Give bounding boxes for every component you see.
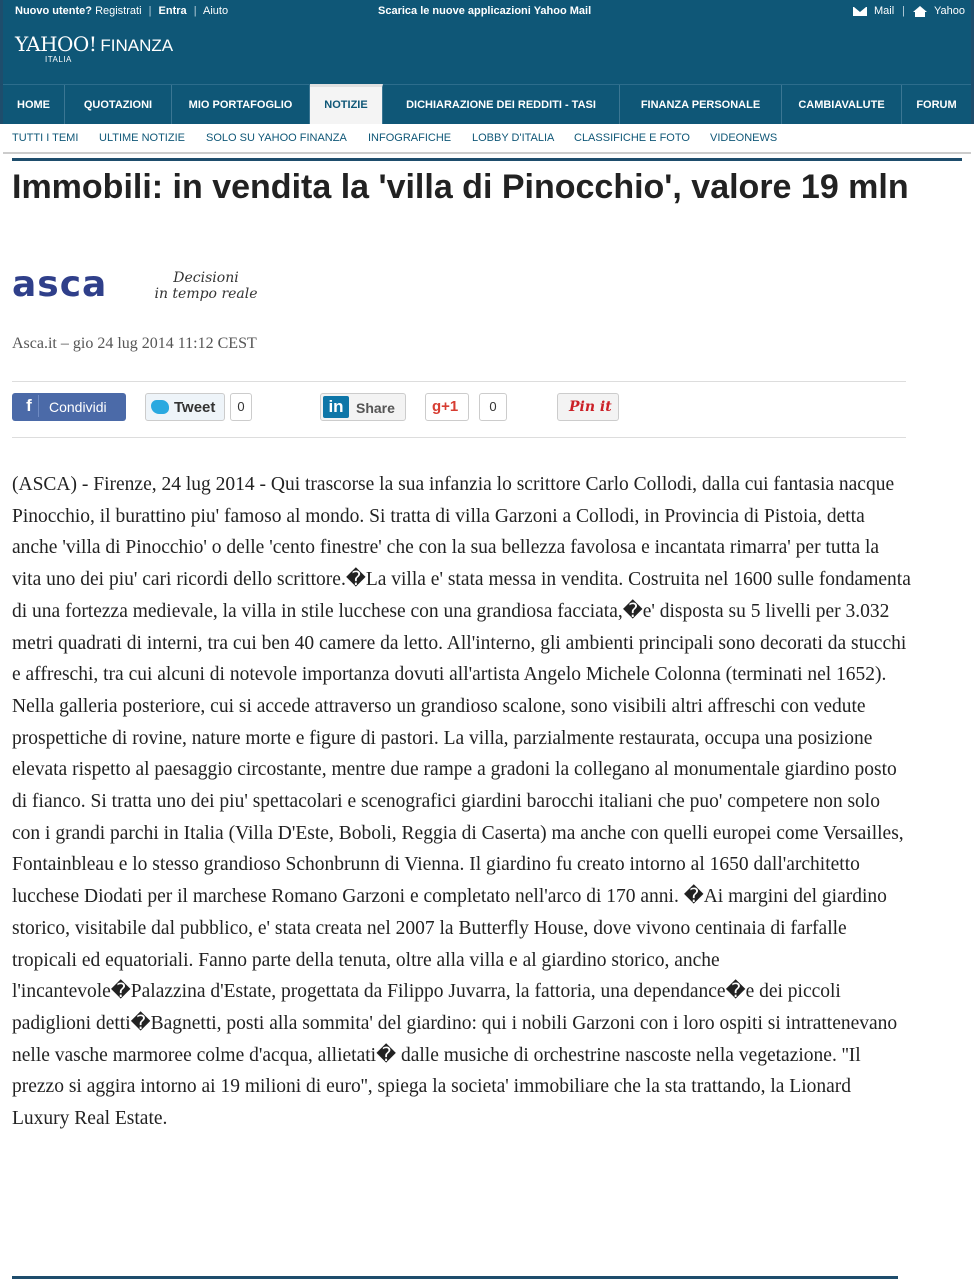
facebook-icon: f <box>20 395 39 417</box>
register-link[interactable]: Registrati <box>95 5 142 17</box>
help-link[interactable]: Aiuto <box>203 5 229 17</box>
nav-quotazioni[interactable]: QUOTAZIONI <box>65 85 172 124</box>
tweet-button[interactable] <box>145 393 225 421</box>
mail-link[interactable]: Mail <box>873 5 895 17</box>
mail-icon <box>853 7 867 16</box>
yahoo-finanza-logo[interactable] <box>15 32 174 64</box>
subnav-tutti-i-temi[interactable]: TUTTI I TEMI <box>12 132 79 144</box>
linkedin-icon: in <box>323 396 349 418</box>
asca-tagline-line-2: in tempo reale <box>154 286 258 302</box>
article-title: Immobili: in vendita la 'villa di Pinocchio', valore 19 mln <box>12 168 909 206</box>
top-bar <box>3 0 971 26</box>
subnav-videonews[interactable]: VIDEONEWS <box>710 132 778 144</box>
pinterest-label: Pin it <box>569 399 612 415</box>
nav-dichiarazione-redditi[interactable]: DICHIARAZIONE DEI REDDITI - TASI <box>383 85 620 124</box>
divider <box>12 381 906 382</box>
twitter-bird-icon <box>151 400 169 414</box>
new-user-label: Nuovo utente? <box>15 5 92 17</box>
site-header <box>0 0 974 124</box>
main-nav <box>3 84 971 125</box>
subnav-ultime-notizie[interactable]: ULTIME NOTIZIE <box>99 132 185 144</box>
logo-yahoo: YAHOO! <box>15 32 97 56</box>
divider <box>12 1276 898 1279</box>
utility-links <box>853 5 965 17</box>
asca-wordmark: asca <box>12 264 108 305</box>
separator: | <box>193 5 197 17</box>
subnav-classifiche-foto[interactable]: CLASSIFICHE E FOTO <box>574 132 690 144</box>
linkedin-share-label: Share <box>356 400 395 416</box>
nav-cambiavalute[interactable]: CAMBIAVALUTE <box>782 85 902 124</box>
nav-notizie[interactable]: NOTIZIE <box>310 84 383 124</box>
gplus-label: g+1 <box>432 398 459 415</box>
gplus-count: 0 <box>479 393 507 421</box>
asca-tagline <box>136 270 276 302</box>
divider <box>12 158 962 161</box>
facebook-share-button[interactable] <box>12 393 126 421</box>
logo-italia: ITALIA <box>45 55 72 64</box>
article-body: (ASCA) - Firenze, 24 lug 2014 - Qui trascorse la sua infanzia lo scrittore Carlo Collodi, dalla cui fantasia nacque Pinocchio, il burattino piu' famoso al mondo. Si tratta di villa Garzoni a Collodi, in Provincia di Pistoia, detta anche 'villa di Pinocchio' o delle 'cento finestre' che con la sua bellezza favolosa e incantata rimarra' per tutta la vita uno dei piu' cari ricordi dello scrittore.�La villa e' stata messa in vendita. Costruita nel 1600 sulle fondamenta di una fortezza medievale, la villa in stile lucchese con una grandiosa facciata,�e' disposta su 5 livelli per 3.032 metri quadrati di interni, tra cui ben 40 camere da letto. All'interno, gli ambienti principali sono decorati da stucchi e affreschi, tra cui alcuni di notevole importanza dovuti all'artista Angelo Michele Colonna (terminati nel 1652). Nella galleria posteriore, cui si accede attraverso un grandioso scalone, sono visibili altri affreschi con vedute prospettiche di rovine, nature morte e figure di pastori. La villa, parzialmente restaurata, occupa una posizione elevata rispetto al paesaggio circostante, mentre due rampe a gradoni la collegano al monumentale giardino posto di fianco. Si tratta uno dei piu' spettacolari e scenografici giardini barocchi italiani che puo' competere non solo con i grandi parchi in Italia (Villa D'Este, Boboli, Reggia di Caserta) ma anche con quelli europei come Versailles, Fontainbleau e lo stesso grandioso Schonbrunn di Vienna. Il giardino fu creato intorno al 1650 dall'architetto lucchese Diodati per il marchese Romano Garzoni e completato nell'arco di 170 anni. �Ai margini del giardino storico, visitabile dal pubblico, e' stata creata nel 2007 la Butterfly House, dove vivono centinaia di farfalle tropicali ed equatoriali. Fanno parte della tenuta, oltre alla villa e al giardino storico, anche l'incantevole�Palazzina d'Estate, progettata da Filippo Juvarra, la fattoria, una dependance�e dei piccoli padiglioni detti�Bagnetti, posti alla sommita' del giardino: qui i nobili Garzoni con i loro ospiti si intrattenevano nelle vasche marmoree colme d'acqua, allietati� dalle musiche di orchestrine nascoste nella vegetazione. ''Il prezzo si aggira intorno ai 19 milioni di euro'', spiega la societa' immobiliare che la sta trattando, la Lionard Luxury Real Estate. <box>12 474 911 1130</box>
logo-finanza: FINANZA <box>100 36 174 55</box>
separator: | <box>148 5 152 17</box>
account-links <box>15 5 228 17</box>
nav-forum[interactable]: FORUM <box>916 99 957 111</box>
yahoo-home-link[interactable]: Yahoo <box>934 5 965 17</box>
subnav-solo-su-yahoo-finanza[interactable]: SOLO SU YAHOO FINANZA <box>206 132 347 144</box>
gplus-button[interactable] <box>425 393 469 421</box>
facebook-share-label: Condividi <box>49 399 107 415</box>
login-link[interactable]: Entra <box>158 5 187 17</box>
pinterest-button[interactable] <box>557 393 619 421</box>
subnav-lobby-italia[interactable]: LOBBY D'ITALIA <box>472 132 555 144</box>
tweet-count: 0 <box>230 393 252 421</box>
tweet-label: Tweet <box>174 399 216 416</box>
nav-home[interactable]: HOME <box>3 85 65 124</box>
sub-nav <box>3 124 971 154</box>
nav-mio-portafoglio[interactable]: MIO PORTAFOGLIO <box>172 85 310 124</box>
subnav-infografiche[interactable]: INFOGRAFICHE <box>368 132 452 144</box>
asca-logo <box>12 264 258 305</box>
nav-finanza-personale[interactable]: FINANZA PERSONALE <box>620 85 782 124</box>
mail-app-promo-link[interactable]: Scarica le nuove applicazioni Yahoo Mail <box>378 5 592 17</box>
home-icon <box>913 6 927 12</box>
linkedin-share-button[interactable] <box>320 393 406 421</box>
asca-tagline-line-1: Decisioni <box>173 270 239 286</box>
article-byline: Asca.it – gio 24 lug 2014 11:12 CEST <box>12 335 257 352</box>
separator: | <box>902 5 905 17</box>
divider <box>12 437 906 438</box>
header-inner <box>3 0 971 124</box>
